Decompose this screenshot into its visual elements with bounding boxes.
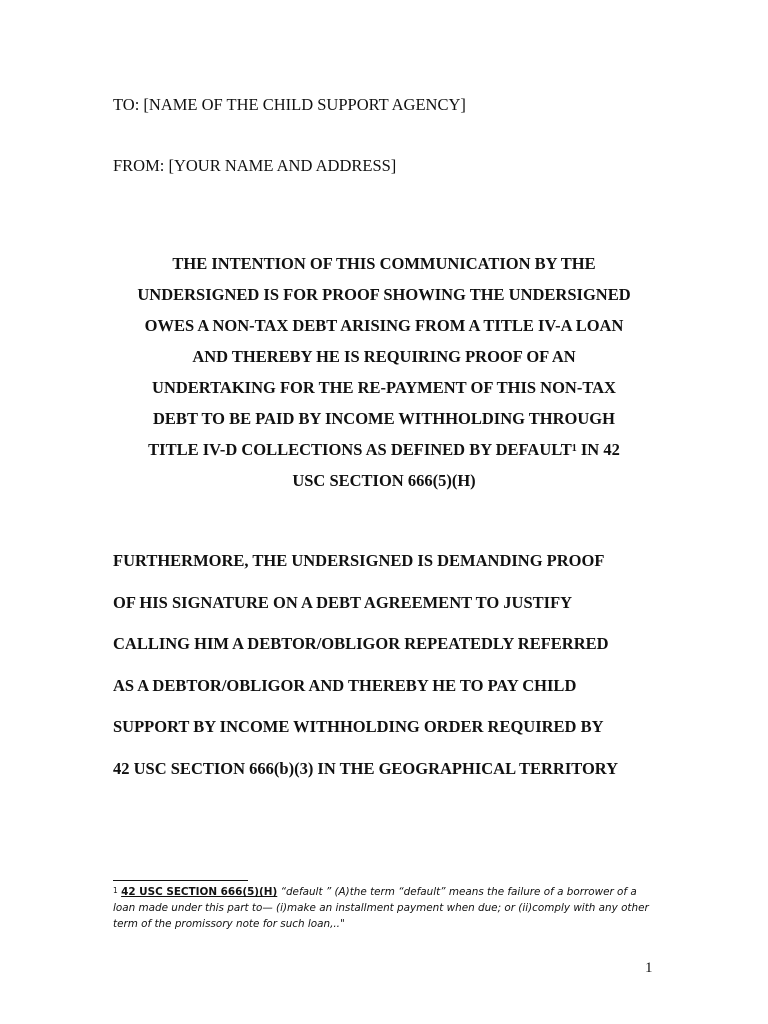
page-number: 1 (645, 960, 653, 976)
footnote-line: loan made under this part to— (i)make an installment payment when due; or (ii)comply with any other (113, 902, 649, 914)
footnote (113, 884, 673, 932)
intro-paragraph (100, 248, 668, 496)
demand-line: SUPPORT BY INCOME WITHHOLDING ORDER REQUIRED BY (113, 717, 604, 737)
demand-line: 42 USC SECTION 666(b)(3) IN THE GEOGRAPHICAL TERRITORY (113, 758, 619, 778)
demand-line: CALLING HIM A DEBTOR/OBLIGOR REPEATEDLY REFERRED (113, 634, 609, 654)
footnote-text: “default ” (A)the term “default” means the failure of a borrower of a (277, 886, 637, 898)
to-line: TO: [NAME OF THE CHILD SUPPORT AGENCY] (113, 95, 466, 114)
intro-line: THE INTENTION OF THIS COMMUNICATION BY THE (172, 254, 596, 273)
footnote-mark: 1 (113, 886, 118, 895)
demand-line: FURTHERMORE, THE UNDERSIGNED IS DEMANDING PROOF (113, 551, 605, 570)
demand-paragraph (113, 540, 618, 790)
footnote-reference: 42 USC SECTION 666(5)(H) (121, 886, 278, 898)
intro-line-text: IN 42 (576, 440, 620, 459)
demand-line: AS A DEBTOR/OBLIGOR AND THEREBY HE TO PAY CHILD (113, 675, 577, 695)
demand-line: OF HIS SIGNATURE ON A DEBT AGREEMENT TO JUSTIFY (113, 592, 573, 612)
intro-line: USC SECTION 666(5)(H) (292, 471, 476, 490)
intro-line-text: TITLE IV-D COLLECTIONS AS DEFINED BY DEFAULT (148, 440, 572, 459)
from-line: FROM: [YOUR NAME AND ADDRESS] (113, 156, 397, 175)
footnote-reference-mark[interactable]: 1 (571, 443, 577, 454)
footnote-separator (113, 880, 248, 881)
intro-line: UNDERSIGNED IS FOR PROOF SHOWING THE UNDERSIGNED (137, 285, 631, 304)
footnote-line: term of the promissory note for such loan,.." (113, 918, 345, 930)
intro-line: UNDERTAKING FOR THE RE-PAYMENT OF THIS NON-TAX (152, 378, 616, 397)
intro-line (100, 434, 668, 465)
intro-line: AND THEREBY HE IS REQUIRING PROOF OF AN (192, 347, 576, 366)
footnote-line (113, 884, 673, 900)
intro-line: OWES A NON-TAX DEBT ARISING FROM A TITLE IV-A LOAN (144, 316, 624, 335)
intro-line: DEBT TO BE PAID BY INCOME WITHHOLDING THROUGH (153, 409, 615, 428)
